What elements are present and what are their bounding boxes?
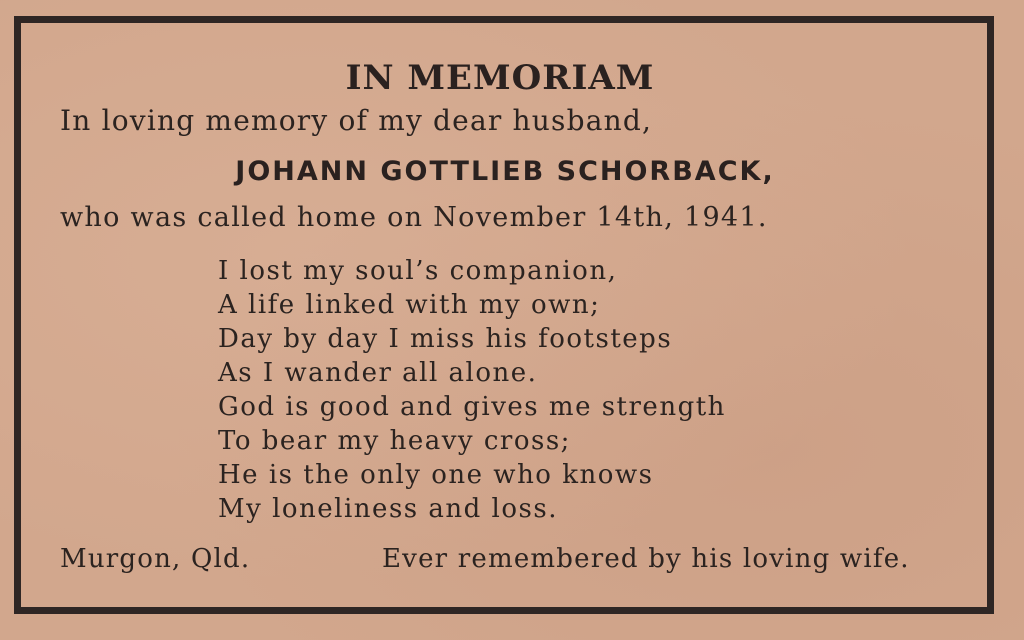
verse-line: To bear my heavy cross; [218, 426, 571, 456]
signature-line: Ever remembered by his loving wife. [382, 544, 910, 574]
verse-line: As I wander all alone. [218, 358, 538, 388]
verse-line: God is good and gives me strength [218, 392, 726, 422]
called-home-line: who was called home on November 14th, 1941. [60, 202, 768, 233]
deceased-name: JOHANN GOTTLIEB SCHORBACK, [235, 156, 775, 187]
intro-line: In loving memory of my dear husband, [60, 104, 653, 137]
place-of-notice: Murgon, Qld. [60, 544, 251, 574]
verse-line: A life linked with my own; [218, 290, 601, 320]
verse [218, 256, 726, 528]
notice-title: IN MEMORIAM [345, 58, 655, 98]
verse-line: Day by day I miss his footsteps [218, 324, 673, 354]
verse-line: He is the only one who knows [218, 460, 654, 490]
verse-line: My loneliness and loss. [218, 494, 558, 524]
verse-line: I lost my soul’s companion, [218, 256, 618, 286]
